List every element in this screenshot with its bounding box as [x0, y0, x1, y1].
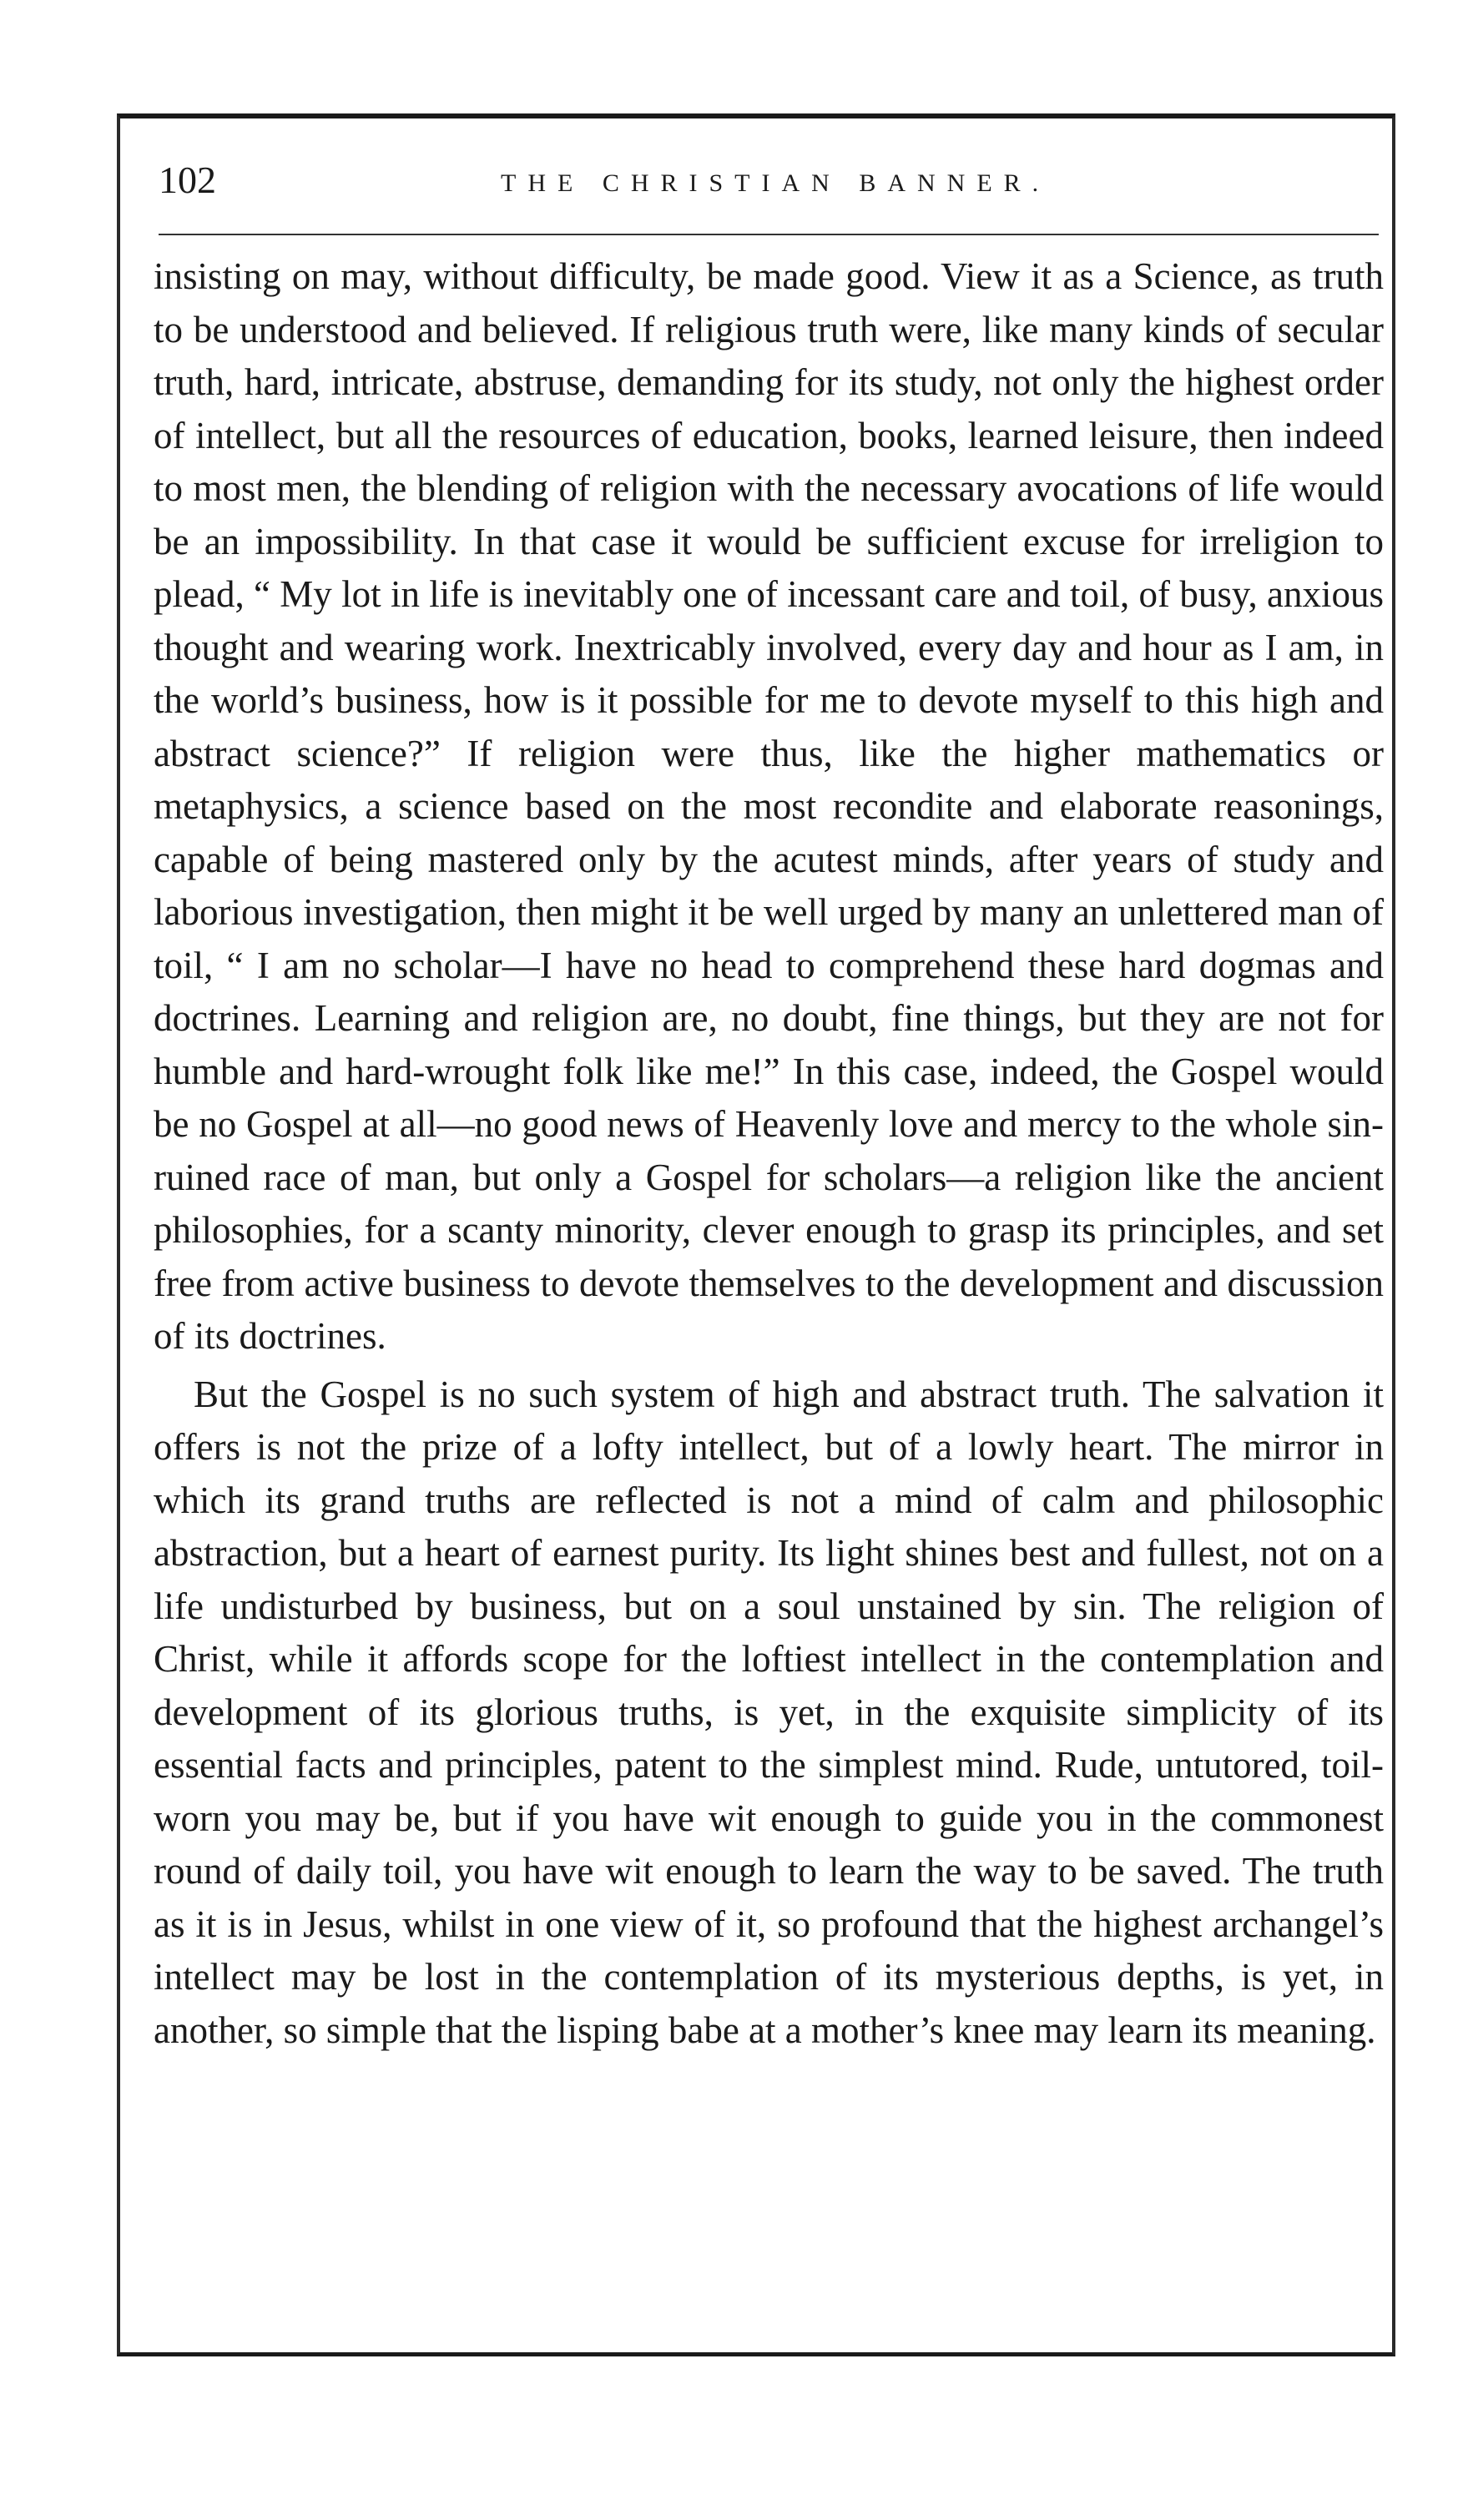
page-number: 102 — [159, 159, 216, 201]
paragraph: insisting on may, without difficulty, be made good. View it as a Science, as truth to be understood and believed. If religious truth were, like many kinds of secular truth, hard, intricate, abstruse, demanding for its study, not only the highest order of intellect, but all the resources of education, books, learned leisure, then indeed to most men, the blending of religion with the necessary avocations of life would be an impossibility. In that case it would be sufficient excuse for irreligion to plead, “ My lot in life is inevitably one of incessant care and toil, of busy, anxious thought and wearing work. Inextricably involved, every day and hour as I am, in the world’s business, how is it possible for me to devote myself to this high and abstract science?” If religion were thus, like the higher mathematics or metaphysics, a science based on the most recondite and elaborate reasonings, capable of being mastered only by the acutest minds, after years of study and laborious investigation, then might it be well urged by many an unlettered man of toil, “ I am no scholar—I have no head to comprehend these hard dogmas and doctrines. Learning and religion are, no doubt, fine things, but they are not for humble and hard-wrought folk like me!” In this case, indeed, the Gospel would be no Gospel at all—no good news of Heavenly love and mercy to the whole sin-ruined race of man, but only a Gospel for scholars—a religion like the ancient philosophies, for a scanty minority, clever enough to grasp its principles, and set free from active business to devote themselves to the development and discussion of its doctrines. — [154, 255, 1384, 1357]
article-body — [154, 250, 1384, 2057]
header-rule — [159, 234, 1379, 235]
paragraph: But the Gospel is no such system of high and abstract truth. The salvation it offers is not the prize of a lofty intellect, but of a lowly heart. The mirror in which its grand truths are reflected is not a mind of calm and philosophic abstraction, but a heart of earnest purity. Its light shines best and fullest, not on a life undisturbed by business, but on a soul unstained by sin. The religion of Christ, while it affords scope for the loftiest intellect in the contemplation and development of its glorious truths, is yet, in the exquisite simplicity of its essential facts and principles, patent to the simplest mind. Rude, untutored, toil-worn you may be, but if you have wit enough to guide you in the commonest round of daily toil, you have wit enough to learn the way to be saved. The truth as it is in Jesus, whilst in one view of it, so profound that the highest archangel’s intellect may be lost in the contemplation of its mysterious depths, is yet, in another, so simple that the lisping babe at a mother’s knee may learn its meaning. — [154, 1373, 1384, 2051]
journal-title: THE CHRISTIAN BANNER. — [501, 169, 1051, 197]
running-header — [159, 155, 1394, 205]
